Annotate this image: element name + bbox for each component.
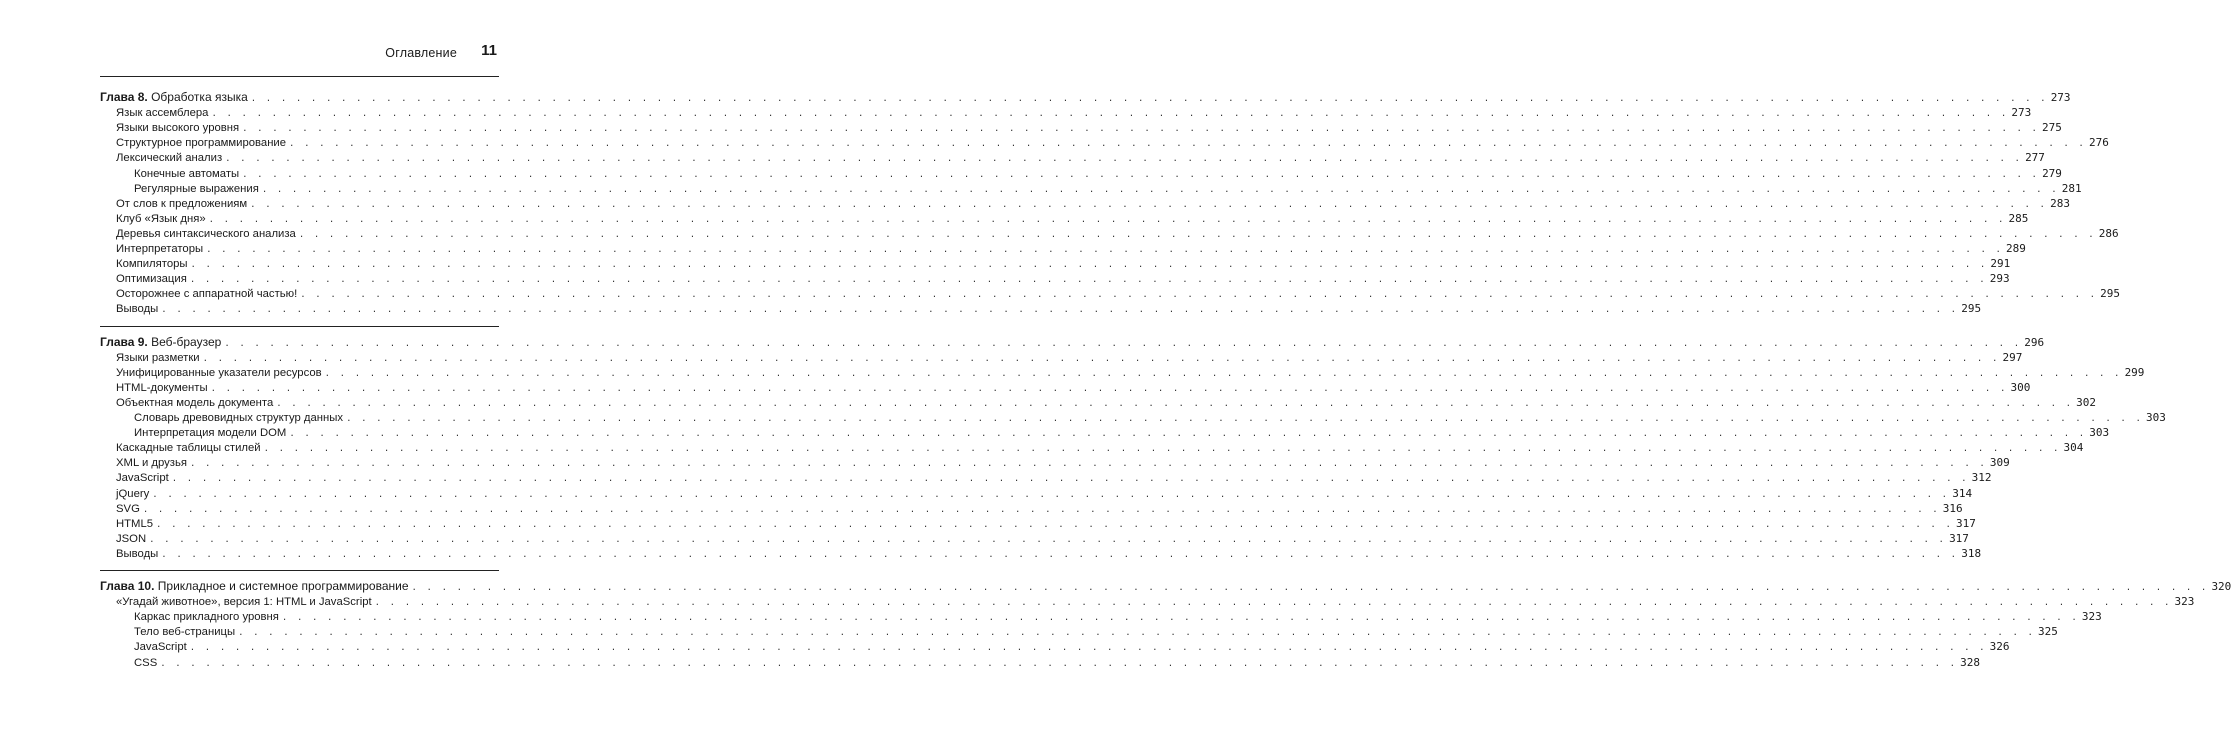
toc-page-number: 320 [2211, 580, 2231, 593]
toc-entry [116, 135, 2109, 150]
dot-leader: . . . . . . . . . . . . . . . . . . . . . . . . . . . . . . . . . . . . . . . . . . . . . . . . . . . . . . . . . . . . . . . . . . . . . . . . . . . . . . . . . . . . . . . . . . . . . . . . . . . . . . . . . . . . . . . . . . . . . . . . [171, 474, 1969, 485]
toc-page-number: 289 [2006, 242, 2026, 255]
toc-entry-text: Выводы [116, 303, 159, 316]
dot-leader: . . . . . . . . . . . . . . . . . . . . . . . . . . . . . . . . . . . . . . . . . . . . . . . . . . . . . . . . . . . . . . . . . . . . . . . . . . . . . . . . . . . . . . . . . . . . . . . . . . . . . . . . . . . . . . . . . . . . . . . . [225, 154, 2023, 165]
toc-entry-text: Языки разметки [116, 351, 200, 364]
toc-entry [116, 546, 1982, 561]
toc-entry-text: jQuery [116, 487, 150, 500]
toc-entry-title [134, 426, 286, 441]
toc-entry [116, 486, 1973, 501]
toc-page-number: 273 [2011, 106, 2032, 120]
toc-entry-text: Структурное программирование [116, 137, 287, 150]
toc-entry-title [116, 287, 297, 302]
dot-leader: . . . . . . . . . . . . . . . . . . . . . . . . . . . . . . . . . . . . . . . . . . . . . . . . . . . . . . . . . . . . . . . . . . . . . . . . . . . . . . . . . . . . . . . . . . . . . . . . . . . . . . . . . . . . . . . . . . . . . . . . [346, 414, 2143, 424]
toc-chapter-entry [100, 334, 2045, 350]
toc-entry-title [116, 595, 372, 610]
chapter-separator [100, 326, 499, 327]
toc-entry-text: Прикладное и системное программирование [157, 579, 409, 593]
dot-leader: . . . . . . . . . . . . . . . . . . . . . . . . . . . . . . . . . . . . . . . . . . . . . . . . . . . . . . . . . . . . . . . . . . . . . . . . . . . . . . . . . . . . . . . . . . . . . . . . . . . . . . . . . . . . . . . . . . . . . . . . [142, 504, 1940, 515]
toc-entry [134, 655, 1981, 670]
toc-entry-title [100, 579, 409, 594]
toc-entry-title [116, 471, 169, 486]
toc-entry-title [116, 441, 261, 456]
toc-page-number: 295 [1961, 302, 1982, 316]
toc-entry [116, 241, 2026, 256]
toc-entry-text: Словарь древовидных структур данных [134, 412, 344, 424]
toc-entry [116, 301, 1982, 316]
toc-entry-title [134, 610, 279, 625]
toc-entry-text: Выводы [116, 547, 159, 560]
running-header [100, 36, 499, 77]
toc-entry-title [134, 411, 343, 426]
toc-entry-title [116, 381, 208, 396]
toc-entry-text: Обработка языка [151, 90, 248, 104]
dot-leader: . . . . . . . . . . . . . . . . . . . . . . . . . . . . . . . . . . . . . . . . . . . . . . . . . . . . . . . . . . . . . . . . . . . . . . . . . . . . . . . . . . . . . . . . . . . . . . . . . . . . . . . . . . . . . . . . . . . . . . . . [250, 199, 2048, 210]
chapter-number: Глава 8. [100, 90, 148, 104]
toc-page-number: 285 [2008, 211, 2029, 225]
toc-entry-text: JSON [116, 532, 147, 545]
toc-page-number: 283 [2050, 196, 2070, 210]
toc-entry [134, 624, 2058, 639]
toc-entry-text: Интерпретаторы [116, 243, 204, 255]
toc-entry-title [116, 151, 222, 166]
toc-entry [116, 395, 2097, 410]
toc-entry-text: JavaScript [116, 472, 169, 485]
toc-page-number: 291 [1990, 257, 2011, 271]
toc-entry-title [134, 640, 187, 655]
toc-page-number: 302 [2076, 395, 2097, 409]
running-header-title: Оглавление [385, 46, 457, 60]
toc-page-number: 328 [1960, 655, 1981, 669]
dot-leader: . . . . . . . . . . . . . . . . . . . . . . . . . . . . . . . . . . . . . . . . . . . . . . . . . . . . . . . . . . . . . . . . . . . . . . . . . . . . . . . . . . . . . . . . . . . . . . . . . . . . . . . . . . . . . . . . . . . . . . . . [189, 459, 1987, 470]
dot-leader: . . . . . . . . . . . . . . . . . . . . . . . . . . . . . . . . . . . . . . . . . . . . . . . . . . . . . . . . . . . . . . . . . . . . . . . . . . . . . . . . . . . . . . . . . . . . . . . . . . . . . . . . . . . . . . . . . . . . . . . . [224, 338, 2022, 349]
dot-leader: . . . . . . . . . . . . . . . . . . . . . . . . . . . . . . . . . . . . . . . . . . . . . . . . . . . . . . . . . . . . . . . . . . . . . . . . . . . . . . . . . . . . . . . . . . . . . . . . . . . . . . . . . . . . . . . . . . . . . . . . [242, 124, 2040, 135]
dot-leader: . . . . . . . . . . . . . . . . . . . . . . . . . . . . . . . . . . . . . . . . . . . . . . . . . . . . . . . . . . . . . . . . . . . . . . . . . . . . . . . . . . . . . . . . . . . . . . . . . . . . . . . . . . . . . . . . . . . . . . . . [374, 598, 2172, 609]
toc-entry-title [116, 351, 200, 366]
toc-entry-text: SVG [116, 502, 140, 515]
toc-entry [116, 211, 2029, 226]
toc-entry-text: Интерпретация модели DOM [134, 427, 287, 440]
toc-entry-title [134, 656, 157, 671]
chapter-number: Глава 10. [100, 579, 155, 593]
toc-entry [134, 410, 2166, 425]
toc-entry [116, 226, 2119, 241]
toc-page-number: 309 [1989, 456, 2010, 470]
toc-entry [116, 531, 1969, 546]
toc-entry-text: От слов к предложениям [116, 197, 248, 210]
toc-page-number: 286 [2098, 226, 2119, 240]
toc-entry-text: Клуб «Язык дня» [116, 212, 206, 225]
toc-entry [116, 271, 2010, 286]
toc-page-number: 326 [1989, 640, 2010, 654]
toc-entry-text: Каркас прикладного уровня [134, 611, 279, 624]
toc-page-number: 303 [2145, 411, 2166, 424]
dot-leader: . . . . . . . . . . . . . . . . . . . . . . . . . . . . . . . . . . . . . . . . . . . . . . . . . . . . . . . . . . . . . . . . . . . . . . . . . . . . . . . . . . . . . . . . . . . . . . . . . . . . . . . . . . . . . . . . . . . . . . . . [298, 229, 2096, 240]
toc-entry-title [116, 227, 296, 242]
toc-entry-title [134, 167, 239, 182]
dot-leader: . . . . . . . . . . . . . . . . . . . . . . . . . . . . . . . . . . . . . . . . . . . . . . . . . . . . . . . . . . . . . . . . . . . . . . . . . . . . . . . . . . . . . . . . . . . . . . . . . . . . . . . . . . . . . . . . . . . . . . . . [208, 214, 2006, 225]
dot-leader: . . . . . . . . . . . . . . . . . . . . . . . . . . . . . . . . . . . . . . . . . . . . . . . . . . . . . . . . . . . . . . . . . . . . . . . . . . . . . . . . . . . . . . . . . . . . . . . . . . . . . . . . . . . . . . . . . . . . . . . . [149, 534, 1947, 545]
dot-leader: . . . . . . . . . . . . . . . . . . . . . . . . . . . . . . . . . . . . . . . . . . . . . . . . . . . . . . . . . . . . . . . . . . . . . . . . . . . . . . . . . . . . . . . . . . . . . . . . . . . . . . . . . . . . . . . . . . . . . . . . [300, 290, 2098, 301]
toc-page-number: 317 [1949, 531, 1969, 545]
toc-page-number: 300 [2010, 380, 2031, 394]
toc-entry-text: CSS [134, 656, 158, 669]
dot-leader: . . . . . . . . . . . . . . . . . . . . . . . . . . . . . . . . . . . . . . . . . . . . . . . . . . . . . . . . . . . . . . . . . . . . . . . . . . . . . . . . . . . . . . . . . . . . . . . . . . . . . . . . . . . . . . . . . . . . . . . . [161, 549, 1959, 560]
toc-entry-text: Каскадные таблицы стилей [116, 442, 261, 455]
toc-entry [116, 594, 2195, 609]
dot-leader: . . . . . . . . . . . . . . . . . . . . . . . . . . . . . . . . . . . . . . . . . . . . . . . . . . . . . . . . . . . . . . . . . . . . . . . . . . . . . . . . . . . . . . . . . . . . . . . . . . . . . . . . . . . . . . . . . . . . . . . . [261, 184, 2059, 195]
toc-entry-title [100, 335, 221, 350]
toc-page-number: 273 [2050, 91, 2071, 104]
toc-entry [116, 501, 1963, 516]
toc-page-number: 275 [2042, 121, 2062, 135]
toc-entry-text: Веб-браузер [151, 334, 222, 349]
dot-leader: . . . . . . . . . . . . . . . . . . . . . . . . . . . . . . . . . . . . . . . . . . . . . . . . . . . . . . . . . . . . . . . . . . . . . . . . . . . . . . . . . . . . . . . . . . . . . . . . . . . . . . . . . . . . . . . . . . . . . . . . [324, 368, 2122, 379]
dot-leader: . . . . . . . . . . . . . . . . . . . . . . . . . . . . . . . . . . . . . . . . . . . . . . . . . . . . . . . . . . . . . . . . . . . . . . . . . . . . . . . . . . . . . . . . . . . . . . . . . . . . . . . . . . . . . . . . . . . . . . . . [211, 109, 2009, 120]
toc-entry-title [116, 257, 188, 272]
toc-page-number: 323 [2174, 595, 2195, 609]
toc-entry [116, 470, 1992, 485]
dot-leader: . . . . . . . . . . . . . . . . . . . . . . . . . . . . . . . . . . . . . . . . . . . . . . . . . . . . . . . . . . . . . . . . . . . . . . . . . . . . . . . . . . . . . . . . . . . . . . . . . . . . . . . . . . . . . . . . . . . . . . . . [281, 613, 2079, 624]
dot-leader: . . . . . . . . . . . . . . . . . . . . . . . . . . . . . . . . . . . . . . . . . . . . . . . . . . . . . . . . . . . . . . . . . . . . . . . . . . . . . . . . . . . . . . . . . . . . . . . . . . . . . . . . . . . . . . . . . . . . . . . . [289, 139, 2086, 150]
toc-entry-title [134, 182, 259, 197]
toc-entry [116, 256, 2011, 271]
dot-leader: . . . . . . . . . . . . . . . . . . . . . . . . . . . . . . . . . . . . . . . . . . . . . . . . . . . . . . . . . . . . . . . . . . . . . . . . . . . . . . . . . . . . . . . . . . . . . . . . . . . . . . . . . . . . . . . . . . . . . . . . [411, 583, 2209, 593]
chapter-number: Глава 9. [100, 334, 148, 349]
toc-entry [134, 181, 2082, 196]
toc-entry [134, 609, 2102, 624]
toc-page-number: 318 [1961, 546, 1982, 560]
toc-entry-title [116, 302, 158, 317]
toc-page-number: 293 [1989, 272, 2010, 286]
toc-entry-title [116, 532, 146, 547]
toc-entry-title [116, 272, 187, 287]
toc-entry-text: Унифицированные указатели ресурсов [116, 366, 322, 379]
toc-entry-text: «Угадай животное», версия 1: HTML и JavaScript [116, 596, 372, 609]
toc-entry-title [116, 136, 286, 151]
toc-entry [116, 380, 2031, 395]
toc-entry-title [116, 502, 140, 517]
toc-entry-text: Язык ассемблера [116, 107, 209, 120]
toc-entry [116, 440, 2084, 455]
page-number: 11 [481, 42, 497, 59]
toc-page-number: 296 [2024, 335, 2045, 349]
toc-entry [134, 639, 2010, 654]
toc-page-number: 312 [1971, 471, 1992, 485]
toc-entry-text: Объектная модель документа [116, 396, 274, 409]
toc-entry-title [116, 197, 247, 212]
toc-entry-text: XML и друзья [116, 457, 187, 470]
dot-leader: . . . . . . . . . . . . . . . . . . . . . . . . . . . . . . . . . . . . . . . . . . . . . . . . . . . . . . . . . . . . . . . . . . . . . . . . . . . . . . . . . . . . . . . . . . . . . . . . . . . . . . . . . . . . . . . . . . . . . . . . [161, 305, 1959, 316]
dot-leader: . . . . . . . . . . . . . . . . . . . . . . . . . . . . . . . . . . . . . . . . . . . . . . . . . . . . . . . . . . . . . . . . . . . . . . . . . . . . . . . . . . . . . . . . . . . . . . . . . . . . . . . . . . . . . . . . . . . . . . . . [263, 444, 2061, 455]
dot-leader: . . . . . . . . . . . . . . . . . . . . . . . . . . . . . . . . . . . . . . . . . . . . . . . . . . . . . . . . . . . . . . . . . . . . . . . . . . . . . . . . . . . . . . . . . . . . . . . . . . . . . . . . . . . . . . . . . . . . . . . . [189, 275, 1987, 286]
toc-entry [116, 455, 2010, 470]
toc-page-number: 317 [1955, 516, 1976, 530]
toc-page-number: 279 [2042, 166, 2062, 180]
toc-entry-text: Компиляторы [116, 258, 188, 271]
toc-chapter-entry [100, 579, 2231, 594]
toc-page-number: 276 [2088, 136, 2109, 150]
toc-entry [116, 105, 2032, 120]
chapter-separator [100, 570, 499, 571]
toc-entry-text: JavaScript [134, 641, 187, 654]
dot-leader: . . . . . . . . . . . . . . . . . . . . . . . . . . . . . . . . . . . . . . . . . . . . . . . . . . . . . . . . . . . . . . . . . . . . . . . . . . . . . . . . . . . . . . . . . . . . . . . . . . . . . . . . . . . . . . . . . . . . . . . . [289, 429, 2087, 440]
toc-page-number: 303 [2089, 426, 2110, 440]
dot-leader: . . . . . . . . . . . . . . . . . . . . . . . . . . . . . . . . . . . . . . . . . . . . . . . . . . . . . . . . . . . . . . . . . . . . . . . . . . . . . . . . . . . . . . . . . . . . . . . . . . . . . . . . . . . . . . . . . . . . . . . . [160, 658, 1958, 669]
toc-entry [116, 350, 2023, 365]
toc-page-number: 299 [2124, 365, 2145, 379]
toc-entry-text: Конечные автоматы [134, 167, 240, 180]
toc-page-number: 297 [2002, 350, 2023, 364]
toc-entry-title [116, 242, 203, 257]
toc-entry-title [116, 212, 206, 227]
dot-leader: . . . . . . . . . . . . . . . . . . . . . . . . . . . . . . . . . . . . . . . . . . . . . . . . . . . . . . . . . . . . . . . . . . . . . . . . . . . . . . . . . . . . . . . . . . . . . . . . . . . . . . . . . . . . . . . . . . . . . . . . [250, 94, 2048, 104]
toc-entry-text: Деревья синтаксического анализа [116, 227, 296, 240]
toc-entry [116, 196, 2070, 211]
toc-entry [116, 365, 2145, 380]
toc-entry-title [116, 547, 158, 562]
toc-page-number: 323 [2081, 610, 2102, 624]
dot-leader: . . . . . . . . . . . . . . . . . . . . . . . . . . . . . . . . . . . . . . . . . . . . . . . . . . . . . . . . . . . . . . . . . . . . . . . . . . . . . . . . . . . . . . . . . . . . . . . . . . . . . . . . . . . . . . . . . . . . . . . . [156, 519, 1953, 530]
toc-page-number: 277 [2025, 151, 2045, 165]
toc-entry [116, 286, 2121, 301]
dot-leader: . . . . . . . . . . . . . . . . . . . . . . . . . . . . . . . . . . . . . . . . . . . . . . . . . . . . . . . . . . . . . . . . . . . . . . . . . . . . . . . . . . . . . . . . . . . . . . . . . . . . . . . . . . . . . . . . . . . . . . . . [242, 169, 2040, 180]
toc-page-number: 304 [2063, 441, 2084, 455]
toc-page-number: 316 [1942, 501, 1963, 515]
toc-page-number: 314 [1952, 486, 1973, 500]
toc-entry-title [134, 625, 235, 640]
toc-entry [116, 120, 2062, 135]
toc-entry-title [116, 517, 153, 532]
toc-entry-title [116, 487, 149, 502]
toc-entry-title [116, 366, 322, 381]
toc-page-number: 325 [2038, 625, 2058, 639]
toc-entry-text: Лексический анализ [116, 152, 223, 165]
dot-leader: . . . . . . . . . . . . . . . . . . . . . . . . . . . . . . . . . . . . . . . . . . . . . . . . . . . . . . . . . . . . . . . . . . . . . . . . . . . . . . . . . . . . . . . . . . . . . . . . . . . . . . . . . . . . . . . . . . . . . . . . [210, 383, 2008, 394]
toc-entry-title [116, 396, 273, 411]
toc-entry-title [116, 106, 208, 121]
toc-entry [116, 150, 2045, 165]
dot-leader: . . . . . . . . . . . . . . . . . . . . . . . . . . . . . . . . . . . . . . . . . . . . . . . . . . . . . . . . . . . . . . . . . . . . . . . . . . . . . . . . . . . . . . . . . . . . . . . . . . . . . . . . . . . . . . . . . . . . . . . . [202, 353, 2000, 364]
toc-entry-text: Оптимизация [116, 273, 187, 286]
toc-entry-text: Регулярные выражения [134, 182, 259, 195]
toc-entry-title [100, 90, 248, 105]
toc-entry [116, 516, 1976, 531]
toc-entry-text: Тело веб-страницы [134, 626, 236, 639]
dot-leader: . . . . . . . . . . . . . . . . . . . . . . . . . . . . . . . . . . . . . . . . . . . . . . . . . . . . . . . . . . . . . . . . . . . . . . . . . . . . . . . . . . . . . . . . . . . . . . . . . . . . . . . . . . . . . . . . . . . . . . . . [189, 643, 1987, 654]
toc-entry-title [116, 456, 187, 471]
toc-entry-text: HTML5 [116, 517, 154, 530]
dot-leader: . . . . . . . . . . . . . . . . . . . . . . . . . . . . . . . . . . . . . . . . . . . . . . . . . . . . . . . . . . . . . . . . . . . . . . . . . . . . . . . . . . . . . . . . . . . . . . . . . . . . . . . . . . . . . . . . . . . . . . . . [190, 260, 1988, 271]
dot-leader: . . . . . . . . . . . . . . . . . . . . . . . . . . . . . . . . . . . . . . . . . . . . . . . . . . . . . . . . . . . . . . . . . . . . . . . . . . . . . . . . . . . . . . . . . . . . . . . . . . . . . . . . . . . . . . . . . . . . . . . . [152, 489, 1950, 500]
toc-entry-text: Языки высокого уровня [116, 122, 240, 135]
dot-leader: . . . . . . . . . . . . . . . . . . . . . . . . . . . . . . . . . . . . . . . . . . . . . . . . . . . . . . . . . . . . . . . . . . . . . . . . . . . . . . . . . . . . . . . . . . . . . . . . . . . . . . . . . . . . . . . . . . . . . . . . [276, 398, 2074, 409]
toc-chapter-entry [100, 90, 2071, 105]
toc-entry-text: Осторожнее с аппаратной частью! [116, 288, 298, 301]
dot-leader: . . . . . . . . . . . . . . . . . . . . . . . . . . . . . . . . . . . . . . . . . . . . . . . . . . . . . . . . . . . . . . . . . . . . . . . . . . . . . . . . . . . . . . . . . . . . . . . . . . . . . . . . . . . . . . . . . . . . . . . . [206, 245, 2004, 255]
toc-entry [134, 425, 2110, 440]
toc-page-number: 281 [2061, 181, 2082, 195]
toc-page-number: 295 [2100, 287, 2121, 301]
toc-entry-text: HTML-документы [116, 381, 208, 394]
toc-entry [134, 166, 2062, 181]
toc-entry-title [116, 121, 239, 136]
dot-leader: . . . . . . . . . . . . . . . . . . . . . . . . . . . . . . . . . . . . . . . . . . . . . . . . . . . . . . . . . . . . . . . . . . . . . . . . . . . . . . . . . . . . . . . . . . . . . . . . . . . . . . . . . . . . . . . . . . . . . . . . [238, 628, 2036, 639]
